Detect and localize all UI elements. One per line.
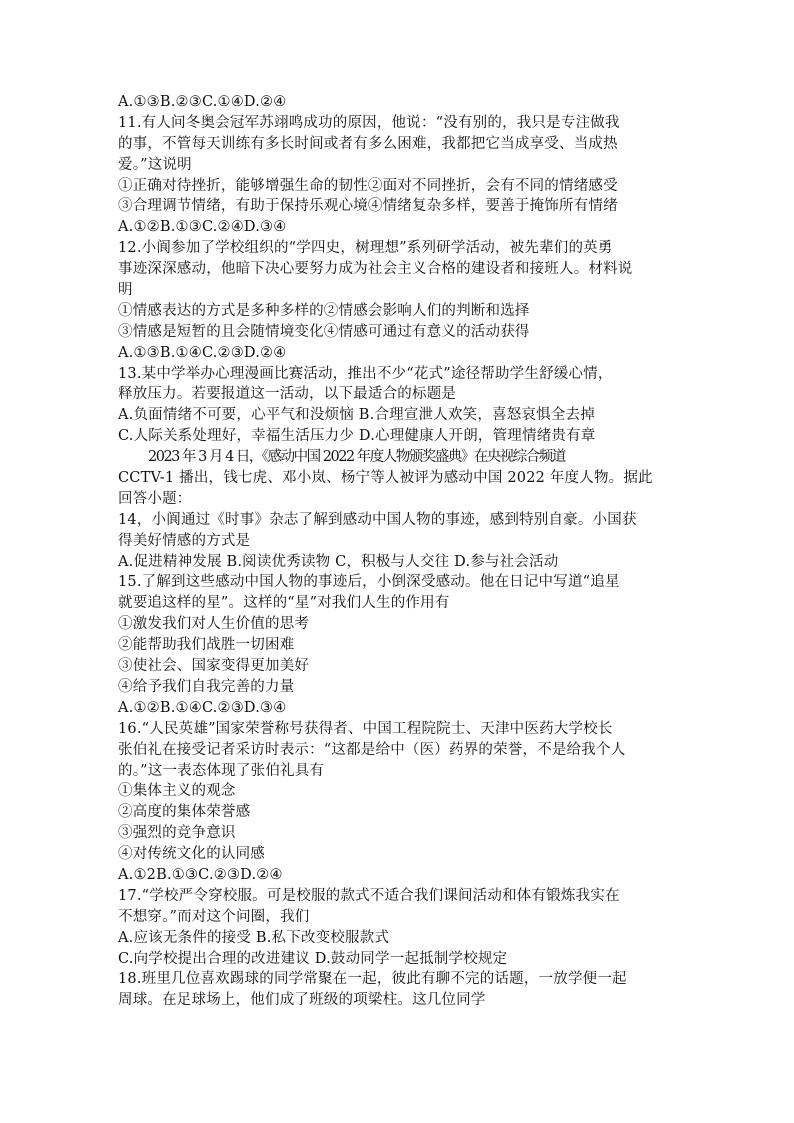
text-line: 回答小题： [118, 490, 192, 507]
text-line: ④对传统文化的认同感 [118, 846, 265, 863]
text-line: ①集体主义的观念 [118, 783, 236, 800]
text-line: A.①②B.①③C.②④D.③④ [118, 219, 287, 236]
text-line: 14，小阆通过《时事》杂志了解到感动中国人物的事迹，感到特别自豪。小国获 [118, 511, 637, 528]
text-line: 事迹深深感动，他暗下决心要努力成为社会主义合格的建设者和接班人。材料说 [118, 261, 633, 278]
text-line: C.人际关系处理好，幸福生活压力少 D.心理健康人开朗，管理情绪贵有章 [118, 428, 596, 445]
text-line: A.①③B.①④C.②③D.②④ [118, 344, 287, 361]
text-line: 13.某中学举办心理漫画比赛活动，推出不少“花式”途径帮助学生舒缓心情， [118, 365, 613, 382]
text-line: ④给予我们自我完善的力量 [118, 678, 295, 695]
text-line: 释放压力。若要报道这一活动，以下最适合的标题是 [118, 386, 457, 403]
text-line: A.①③B.②③C.①④D.②④ [118, 94, 287, 110]
text-line: A.应该无条件的接受 B.私下改变校服款式 [118, 929, 390, 946]
text-line: 的事，不管每天训练有多长时间或者有多么困难，我都把它当成享受、当成热 [118, 135, 618, 152]
text-line: A.促进精神发展 B.阅读优秀读物 C，积极与人交往 D.参与社会活动 [118, 553, 559, 570]
text-line: ②能帮助我们战胜一切困难 [118, 637, 295, 654]
text-line: ①激发我们对人生价值的思考 [118, 616, 310, 633]
text-line: ③使社会、国家变得更加美好 [118, 658, 310, 675]
text-line: A.①②B.①④C.②③D.③④ [118, 699, 287, 716]
text-line: ②高度的集体荣誉感 [118, 804, 251, 821]
text-line: 的。”这一表态体现了张伯礼具有 [118, 762, 325, 779]
text-line: 张伯礼在接受记者采访时表示：“这都是给中（医）药界的荣誉，不是给我个人 [118, 741, 626, 758]
text-line: 明 [118, 282, 133, 299]
text-line: 爱。”这说明 [118, 156, 192, 173]
text-line: 12.小阆参加了学校组织的“学四史，树理想”系列研学活动，被先辈们的英勇 [118, 240, 613, 257]
exam-page-content [118, 92, 680, 1011]
text-line: 17.“学校严令穿校服。可是校服的款式不适合我们课间活动和体有锻炼我实在 [118, 887, 620, 904]
text-line: 16.“人民英雄”国家荣誉称号获得者、中国工程院院士、天津中医药大学校长 [118, 720, 613, 737]
text-line: 2023 年 3 月 4 日，《感动中国 2022 年度人物颁奖盛典》在央视综合频道 [148, 449, 565, 466]
text-line: 不想穿。”而对这个问圈，我们 [118, 908, 310, 925]
text-line: ③强烈的竞争意识 [118, 825, 236, 842]
text-line: CCTV-1 播出，钱七虎、邓小岚、杨宁等人被评为感动中国 2022 年度人物。据此 [118, 470, 653, 487]
text-line: A.负面情绪不可要，心平气和没烦恼 B.合理宣泄人欢笑，喜怒哀惧全去掉 [118, 407, 595, 424]
text-line: 就要追这样的星”。这样的“星”对我们人生的作用有 [118, 595, 450, 612]
text-line: ①情感表达的方式是多种多样的②情感会影响人们的判断和选择 [118, 302, 530, 319]
text-line: 18.班里几位喜欢踢球的同学常聚在一起，彼此有聊不完的话题，一放学便一起 [118, 971, 627, 988]
text-line: 得美好情感的方式是 [118, 532, 251, 549]
text-line: 11.有人问冬奥会冠军苏翊鸣成功的原因，他说：“没有别的，我只是专注做我 [118, 114, 620, 131]
text-line: 周球。在足球场上，他们成了班级的项梁柱。这几位同学 [118, 992, 486, 1009]
text-line: ③情感是短暂的且会随情境变化④情感可通过有意义的活动获得 [118, 323, 530, 340]
text-line: ③合理调节情绪，有助于保持乐观心境④情绪复杂多样，要善于掩饰所有情绪 [118, 198, 618, 215]
text-line: 15.了解到这些感动中国人物的事迹后，小倒深受感动。他在日记中写道“追星 [118, 574, 620, 591]
text-line: ①正确对待挫折，能够增强生命的韧性②面对不同挫折，会有不同的情绪感受 [118, 177, 618, 194]
text-line: C.向学校提出合理的改进建议 D.鼓动同学一起抵制学校规定 [118, 950, 508, 967]
text-line: A.①2B.①③C.②③D.②④ [118, 866, 283, 883]
